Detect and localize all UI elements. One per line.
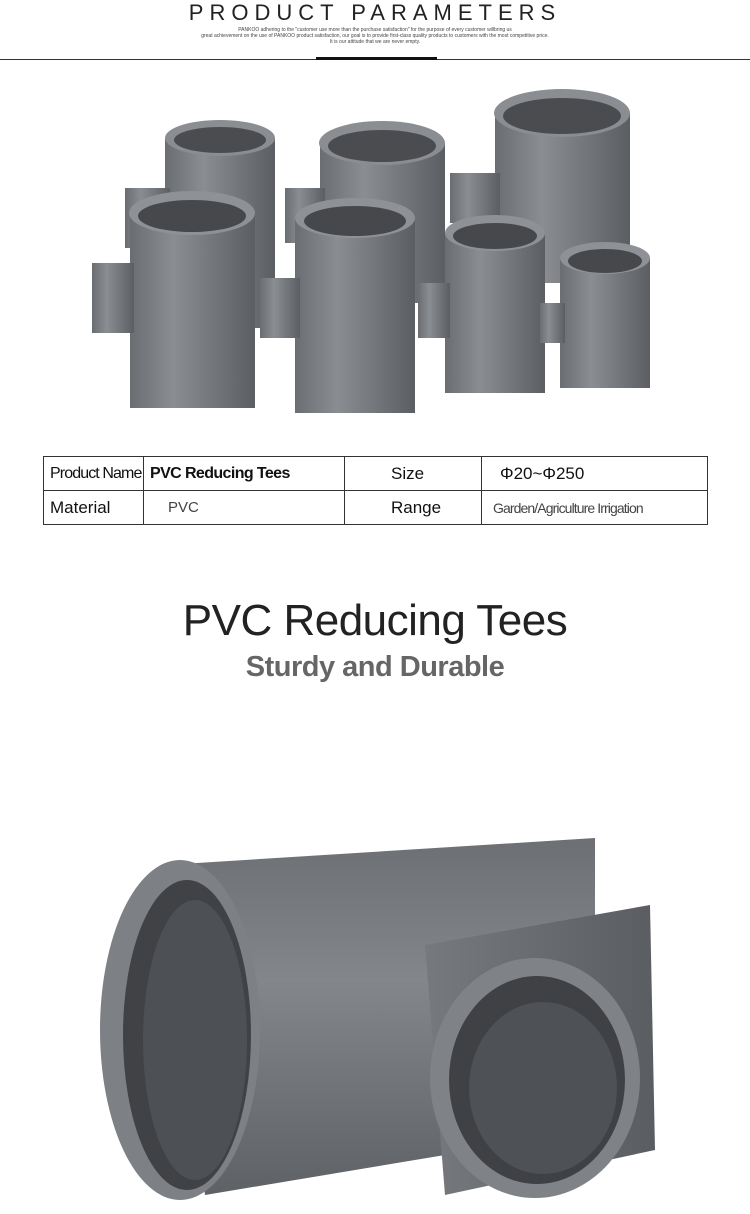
product-name-value: PVC Reducing Tees [144, 457, 345, 491]
material-value: PVC [144, 491, 345, 525]
subtitle-line-2: great achievement on the use of PANKOO product satisfaction, our goal is to provide first-class quality products to customers with the most competitive price. [201, 33, 549, 39]
section-title: PRODUCT PARAMETERS [188, 0, 562, 25]
spec-row [44, 457, 708, 491]
product-main-photo [95, 830, 660, 1200]
header-divider-accent [316, 57, 437, 60]
product-name-label: Product Name [44, 457, 144, 491]
range-label: Range [345, 491, 482, 525]
feature-subtitle: Sturdy and Durable [245, 651, 505, 683]
section-subtitle [0, 27, 750, 45]
feature-title: PVC Reducing Tees [182, 596, 568, 645]
range-value: Garden/Agriculture Irrigation [482, 491, 708, 525]
spec-table [43, 456, 708, 525]
subtitle-line-3: It is our attitude that we are never empty. [329, 39, 421, 45]
material-label: Material [44, 491, 144, 525]
spec-row [44, 491, 708, 525]
size-label: Size [345, 457, 482, 491]
product-group-photo [80, 88, 670, 418]
subtitle-line-1: PANKOO adhering to the "customer use more than the purchase satisfaction" for the purpose of every customer willbring us [238, 27, 512, 33]
size-value: Φ20~Φ250 [482, 457, 708, 491]
